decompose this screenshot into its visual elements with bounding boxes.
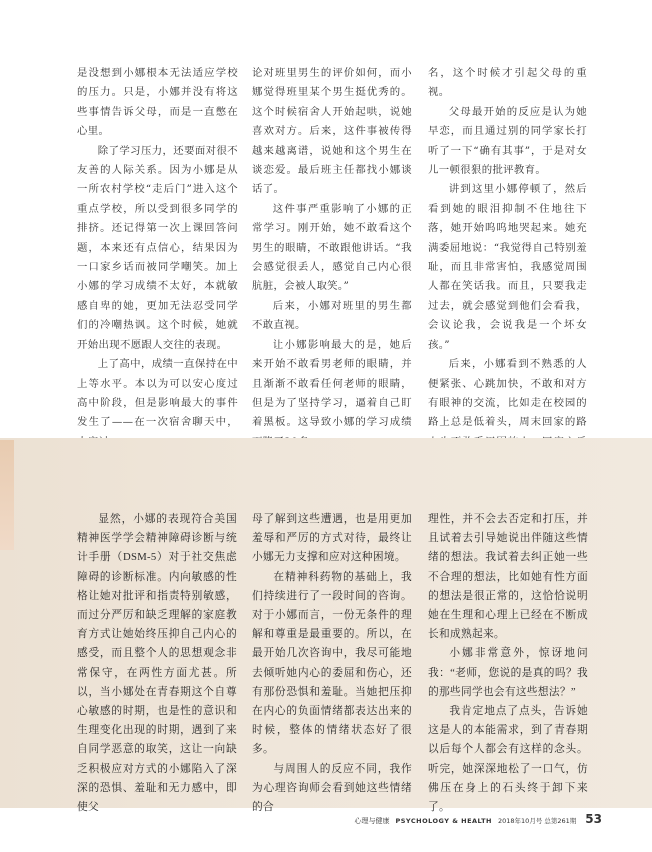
- paragraph: 理性，并不会去否定和打压，并且试着去引导她说出伴随这些情绪的想法。我试着去纠正她一些不合理的想法，比如她有性方面的想法是很正常的，这恰恰说明她在生理和心理上已经在不断成长和成熟起来。: [428, 513, 588, 641]
- paragraph: 后来，小娜对班里的男生都不敢直视。: [252, 299, 412, 332]
- paragraph: 与周围人的反应不同，我作为心理咨询师会看到她这些情绪的合: [252, 762, 412, 814]
- page-number: 53: [585, 812, 602, 826]
- bottom-column-3: [428, 510, 588, 817]
- paragraph: 显然，小娜的表现符合美国精神医学学会精神障碍诊断与统计手册（DSM-5）对于社交焦虑障碍的诊断标准。内向敏感的性格让她对批评和指责特别敏感，而过分严厉和缺乏理解的家庭教育方式让她始终压抑自己内心的感受，而且整个人的思想观念非常保守，在两性方面尤甚。所以，当小娜处在青春期这个自尊心敏感的时期，也是性的意识和生理变化出现的时期，遇到了来自同学恶意的取笑，这让一向缺乏积极应对方式的小娜陷入了深深的恐惧、羞耻和无力感中，即使父: [77, 513, 237, 814]
- paragraph: 论对班里男生的评价如何，而小娜觉得班里某个男生挺优秀的。这个时候宿舍人开始起哄，说她喜欢对方。后来，这件事被传得越来越离谱，说她和这个男生在谈恋爱。最后班主任都找小娜谈话了。: [252, 67, 412, 196]
- decorative-strip: [0, 440, 14, 550]
- paragraph: 父母最开始的反应是认为她早恋，而且通过别的同学家长打听了一下“确有其事”，于是对女儿一顿很狠的批评教育。: [428, 105, 587, 177]
- paragraph: 讲到这里小娜停顿了，然后看到她的眼泪抑制不住地往下落，她开始呜呜地哭起来。她充满委屈地说：“我觉得自己特别羞耻，而且非常害怕，我感觉周围人都在笑话我。而且，只要我走过去，就会感觉到他们会看我，会议论我，会说我是一个坏女孩。”: [428, 183, 587, 351]
- magazine-name-en: PSYCHOLOGY & HEALTH: [395, 817, 492, 825]
- top-column-2: [252, 64, 412, 452]
- page-footer: [354, 812, 602, 826]
- paragraph: 后来，小娜看到不熟悉的人便紧张、心跳加快，不敢和对方有眼神的交流，比如走在校园的路上总是低着头，周末回家的路: [428, 358, 587, 429]
- paragraph: 让小娜影响最大的是，她后来开始不敢看男老师的眼睛，并且渐渐不敢看任何老师的眼睛，但是为了坚持学习，逼着自己盯着黑板。这导致小娜的学习成绩: [252, 338, 412, 429]
- top-column-3: [428, 64, 587, 472]
- paragraph: 上了高中，成绩一直保持在中上等水平。本以为可以安心度过高中阶段，但是影响最大的事件发生了——在一次宿舍聊天中，: [77, 358, 238, 429]
- issue-info: 2018年10月号 总第261期: [498, 817, 577, 825]
- paragraph: 母了解到这些遭遇，也是用更加羞辱和严厉的方式对待，最终让小娜无力支撑和应对这种困境。: [252, 513, 412, 564]
- paragraph: 这件事严重影响了小娜的正常学习。刚开始，她不敢看这个男生的眼睛，不敢跟他讲话。“我会感觉很丢人，感觉自己内心很肮脏，会被人取笑。”: [252, 202, 412, 293]
- paragraph: 小娜非常意外，惊讶地问我：“老师，您说的是真的吗？我的那些同学也会有这些想法？”: [428, 647, 588, 698]
- top-column-1: [77, 64, 238, 452]
- paragraph: 在精神科药物的基础上，我们持续进行了一段时间的咨询。对于小娜而言，一份无条件的理解和尊重是最重要的。所以，在最开始几次咨询中，我尽可能地去倾听她内心的委屈和伤心，还有那份恐惧和羞耻。当她把压抑在内心的负面情绪都表达出来的时候，整体的情绪状态好了很多。: [252, 570, 412, 756]
- paragraph: 名，这个时候才引起父母的重视。: [428, 67, 587, 99]
- bottom-column-1: [77, 510, 237, 817]
- bottom-column-2: [252, 510, 412, 817]
- paragraph: 是没想到小娜根本无法适应学校的压力。只是，小娜并没有将这些事情告诉父母，而是一直憋在心里。: [77, 67, 238, 138]
- magazine-name-cn: 心理与健康: [354, 817, 390, 825]
- paragraph: 我肯定地点了点头，告诉她这是人的本能需求，到了青春期以后每个人都会有这样的念头。听完，她深深地松了一口气，仿佛压在身上的石头终于卸下来了。: [428, 705, 588, 814]
- paragraph: 除了学习压力，还要面对很不友善的人际关系。因为小娜是从一所农村学校“走后门”进入这个重点学校，所以受到很多同学的排挤。还记得第一次上课回答问题，本来还有点信心，结果因为一口家乡话而被同学嘲笑。加上小娜的学习成绩不太好，本就敏感自卑的她，更加无法忍受同学们的冷嘲热讽。这个时候，她就开始出现不愿跟人交往的表现。: [77, 144, 238, 351]
